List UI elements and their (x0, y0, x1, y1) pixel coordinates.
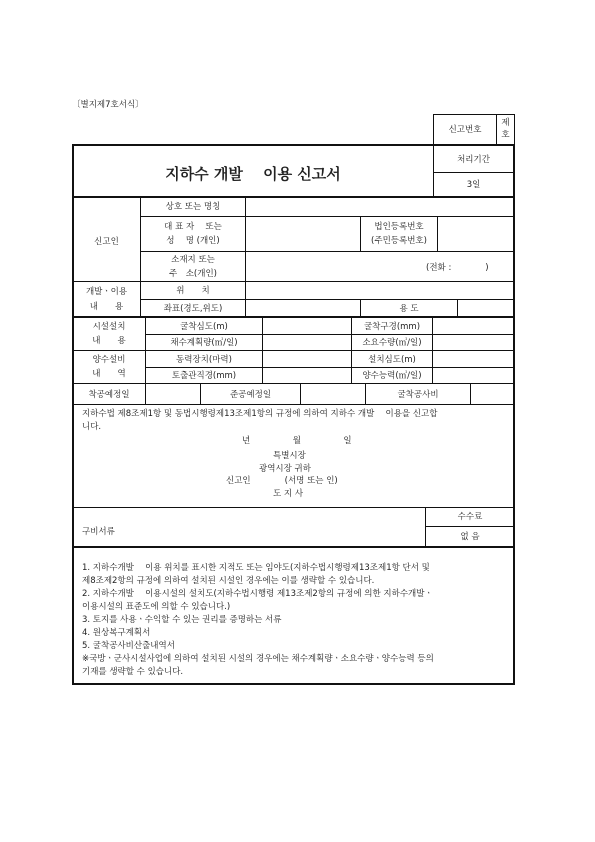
facility-label-1: 시설설치 (92, 322, 126, 332)
construction-cost-label: 굴착공사비 (397, 390, 439, 400)
start-date-field[interactable] (146, 385, 200, 404)
representative-label-2: 성 명 (개인) (166, 236, 220, 246)
attachment-item: 2. 지하수개발 이용시설의 설치도(지하수법시행령 제13조제2항의 규정에 의한 지하수개발ㆍ (82, 589, 433, 599)
drill-depth-label: 굴착심도(m) (180, 322, 228, 332)
signature-line[interactable]: 신고인 (서명 또는 인) (226, 476, 338, 486)
address-label-2: 주 소(개인) (169, 269, 217, 279)
declaration-text-1: 지하수법 제8조제1항 및 동법시행령제13조제1항의 규정에 의하여 지하수 개발 이용을 신고합 (82, 409, 438, 419)
receipt-number-side: 제 호 (501, 118, 510, 140)
drill-diameter-label: 굴착구경(mm) (363, 322, 421, 332)
use-label-1: 개발ㆍ이용 (85, 287, 128, 297)
pump-capacity-label: 양수능력(㎥/일) (362, 371, 422, 381)
finish-date-field[interactable] (301, 385, 365, 404)
pump-capacity-field[interactable] (433, 368, 513, 383)
trade-name-field[interactable] (246, 197, 513, 216)
drill-depth-field[interactable] (263, 319, 351, 334)
purpose-field[interactable] (458, 300, 513, 316)
required-volume-field[interactable] (433, 335, 513, 350)
start-date-label: 착공예정일 (88, 390, 130, 400)
use-label-2: 내 용 (89, 302, 124, 312)
attachment-item: 3. 토지를 사용ㆍ수익할 수 있는 권리를 증명하는 서류 (82, 615, 282, 625)
attachment-item: 5. 굴착공사비산출내역서 (82, 641, 175, 651)
attachment-note: ※국방ㆍ군사시설사업에 의하여 설치된 시설의 경우에는 채수계획량ㆍ소요수량ㆍ양수능력 등의 (82, 654, 434, 664)
representative-field[interactable] (246, 217, 360, 251)
pump-label-2: 내 역 (92, 369, 126, 379)
address-label-1: 소재지 또는 (171, 255, 215, 265)
discharge-pipe-field[interactable] (263, 368, 351, 383)
attachment-item: 제8조제2항의 규정에 의하여 설치된 시설인 경우에는 이를 생략할 수 있습니다. (82, 576, 375, 586)
coords-label: 좌표(경도,위도) (163, 304, 223, 314)
coords-field[interactable] (246, 300, 360, 316)
form-title: 지하수 개발 이용 신고서 (165, 165, 341, 183)
receipt-number-label: 신고번호 (448, 125, 482, 135)
trade-name-label: 상호 또는 명칭 (165, 202, 221, 212)
drill-diameter-field[interactable] (433, 319, 513, 334)
recipient-2: 광역시장 귀하 (259, 464, 311, 474)
attachment-item: 이용시설의 표준도에 의할 수 있습니다.) (82, 602, 231, 612)
pump-label-1: 양수설비 (92, 355, 126, 365)
declaration-text-2: 니다. (82, 422, 102, 432)
attachment-note: 기재를 생략할 수 있습니다. (82, 667, 184, 677)
corp-number-label-2: (주민등록번호) (371, 236, 427, 246)
intake-plan-field[interactable] (263, 335, 351, 350)
corp-number-field[interactable] (438, 217, 513, 251)
location-label: 위 치 (176, 286, 210, 296)
power-unit-field[interactable] (263, 351, 351, 367)
form-number: 〔별지제7호서식〕 (72, 100, 144, 110)
phone-label: (전화 : ) (426, 263, 489, 273)
declaration-date: 년 월 일 (242, 436, 352, 446)
fee-value: 없 음 (460, 532, 480, 542)
purpose-label: 용 도 (399, 304, 419, 314)
install-depth-label: 설치심도(m) (368, 355, 416, 365)
corp-number-label-1: 법인등록번호 (374, 222, 424, 232)
install-depth-field[interactable] (433, 351, 513, 367)
recipient-1: 특별시장 (273, 451, 306, 461)
attachment-item: 4. 원상복구계획서 (82, 628, 151, 638)
discharge-pipe-label: 토출관직경(mm) (171, 371, 237, 381)
recipient-3: 도 지 사 (273, 489, 304, 499)
processing-period-value: 3일 (466, 180, 481, 190)
applicant-label: 신고인 (94, 237, 119, 247)
facility-label-2: 내 용 (92, 336, 126, 346)
documents-label: 구비서류 (82, 527, 115, 537)
representative-label-1: 대 표 자 또는 (164, 222, 222, 232)
intake-plan-label: 채수계획량(㎥/일) (170, 338, 238, 348)
location-field[interactable] (246, 282, 513, 299)
attachment-item: 1. 지하수개발 이용 위치를 표시한 지적도 또는 임야도(지하수법시행령제13조제1항 단서 및 (82, 563, 430, 573)
fee-label: 수수료 (457, 512, 483, 522)
processing-period-label: 처리기간 (457, 155, 490, 165)
required-volume-label: 소요수량(㎥/일) (362, 338, 422, 348)
finish-date-label: 준공예정일 (229, 390, 272, 400)
power-unit-label: 동력장치(마력) (176, 355, 232, 365)
construction-cost-field[interactable] (471, 385, 513, 404)
